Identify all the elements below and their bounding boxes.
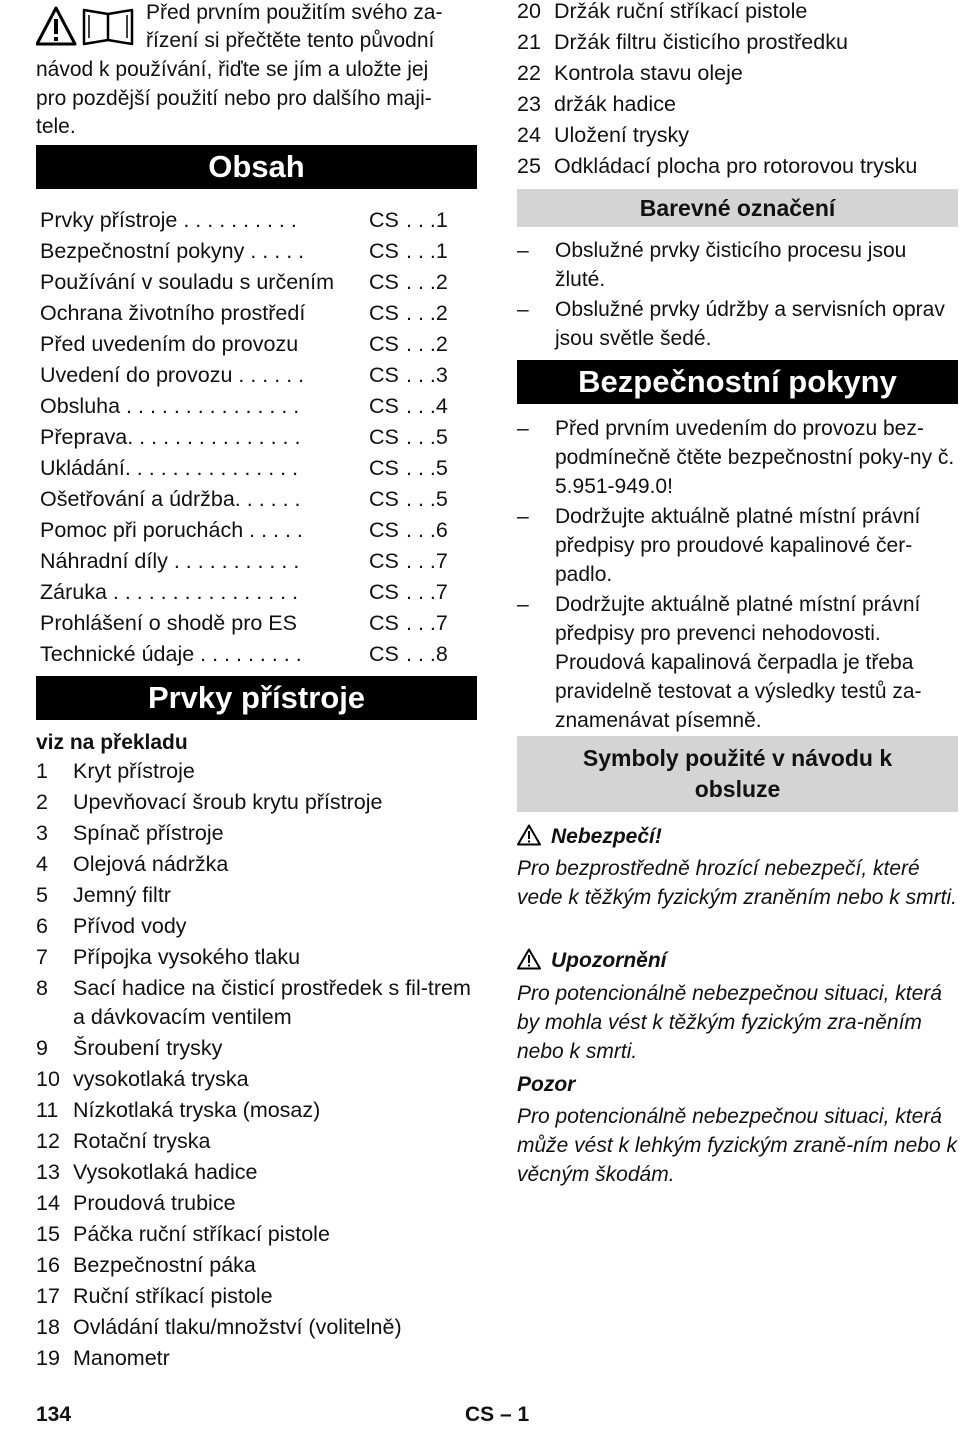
bullet-dash: –: [517, 298, 529, 321]
part-number: 12: [36, 1129, 60, 1153]
part-item: [517, 0, 958, 26]
toc-entry-page: . . .1: [406, 208, 448, 232]
part-item: [517, 121, 958, 150]
part-item: [36, 881, 477, 910]
left-column: [36, 0, 477, 1426]
toc-entry: [40, 546, 477, 577]
toc-entry: [40, 484, 477, 515]
warning-triangle-icon: [517, 948, 541, 970]
part-item: [36, 1096, 477, 1125]
part-number: 5: [36, 883, 48, 907]
part-number: 6: [36, 914, 48, 938]
toc-entry-page: . . .4: [406, 394, 448, 418]
caution-title: Pozor: [517, 1073, 576, 1096]
toc-entry: [40, 236, 477, 267]
intro-line-1: Před prvním použitím svého za-: [146, 1, 443, 24]
toc-entry-title: Ochrana životního prostředí: [40, 301, 306, 325]
toc-entry-language: CS: [369, 301, 399, 325]
part-name: vysokotlaká tryska: [73, 1067, 249, 1091]
safety-item: [517, 414, 958, 501]
page-number: 134: [36, 1403, 72, 1426]
toc-entry-title: Ošetřování a údržba. . . . . .: [40, 487, 301, 511]
warning-title-text: Upozornění: [551, 949, 667, 972]
toc-entry: [40, 608, 477, 639]
part-item: [36, 850, 477, 879]
toc-entry: [40, 298, 477, 329]
symbols-heading-line-2: obsluze: [694, 776, 781, 802]
part-item: [517, 28, 958, 57]
toc-entry: [40, 639, 477, 670]
intro-line-3: návod k používání, řiďte se jím a uložte jej: [36, 58, 429, 81]
danger-title: [517, 822, 662, 851]
part-name: Uložení trysky: [554, 123, 690, 147]
part-number: 24: [517, 123, 541, 147]
part-name: Nízkotlaká tryska (mosaz): [73, 1098, 321, 1122]
toc-entry-title: Přeprava. . . . . . . . . . . . . . .: [40, 425, 301, 449]
toc-entry-language: CS: [369, 208, 399, 232]
toc-entry-page: . . .8: [406, 642, 448, 666]
part-item: [36, 1158, 477, 1187]
section-footer: CS – 1: [465, 1403, 530, 1426]
part-name: Ruční stříkací pistole: [73, 1284, 273, 1308]
parts-heading: Prvky přístroje: [36, 676, 477, 720]
bullet-dash: –: [517, 417, 529, 440]
safety-list: [517, 414, 958, 736]
warning-read-manual-icons: [36, 6, 136, 48]
toc-entry-title: Bezpečnostní pokyny . . . . .: [40, 239, 305, 263]
part-name: Jemný filtr: [73, 883, 171, 907]
toc-entry-page: . . .2: [406, 270, 448, 294]
toc-entry-title: Záruka . . . . . . . . . . . . . . . .: [40, 580, 299, 604]
open-book-icon: [84, 10, 132, 44]
part-number: 15: [36, 1222, 60, 1246]
toc-entry: [40, 267, 477, 298]
part-item: [36, 1034, 477, 1063]
part-name: Šroubení trysky: [73, 1036, 223, 1060]
part-number: 2: [36, 790, 48, 814]
toc-entry-title: Ukládání. . . . . . . . . . . . . . .: [40, 456, 299, 480]
safety-item: [517, 590, 958, 735]
part-name: Přípojka vysokého tlaku: [73, 945, 301, 969]
part-item: [36, 1344, 477, 1373]
color_coding-item: [517, 295, 958, 353]
part-number: 17: [36, 1284, 60, 1308]
part-item: [36, 1282, 477, 1311]
symbols-heading: [517, 736, 958, 812]
bullet-dash: –: [517, 593, 529, 616]
part-number: 14: [36, 1191, 60, 1215]
intro-notice: [36, 0, 477, 140]
part-name: Sací hadice na čisticí prostředek s fil-trem a dávkovacím ventilem: [73, 976, 471, 1029]
bullet-dash: –: [517, 239, 529, 262]
part-number: 10: [36, 1067, 60, 1091]
toc-entry-language: CS: [369, 549, 399, 573]
part-name: Rotační tryska: [73, 1129, 211, 1153]
toc-entry: [40, 205, 477, 236]
danger-text: Pro bezprostředně hrozící nebezpečí, které vede k těžkým fyzickým zraněním nebo k smrti.: [517, 857, 957, 909]
part-number: 19: [36, 1346, 60, 1370]
part-item: [36, 819, 477, 848]
toc-entry-language: CS: [369, 518, 399, 542]
part-number: 20: [517, 0, 541, 23]
part-item: [36, 912, 477, 941]
toc-entry-language: CS: [369, 332, 399, 356]
color-coding-heading: Barevné označení: [517, 189, 958, 227]
part-number: 11: [36, 1098, 59, 1122]
caution-text: Pro potencionálně nebezpečnou situaci, která může vést k lehkým fyzickým zraně-ním nebo k věcným škodám.: [517, 1105, 957, 1186]
toc-entry-title: Před uvedením do provozu: [40, 332, 299, 356]
toc-entry-page: . . .7: [406, 549, 448, 573]
toc-entry: [40, 422, 477, 453]
part-number: 1: [36, 759, 48, 783]
part-name: Manometr: [73, 1346, 170, 1370]
toc-entry-title: Prvky přístroje . . . . . . . . . .: [40, 208, 297, 232]
part-number: 3: [36, 821, 48, 845]
part-number: 13: [36, 1160, 60, 1184]
part-name: Kontrola stavu oleje: [554, 61, 743, 85]
part-number: 18: [36, 1315, 60, 1339]
part-item: [36, 1251, 477, 1280]
part-item: [517, 90, 958, 119]
part-item: [36, 1127, 477, 1156]
toc-entry-language: CS: [369, 642, 399, 666]
toc-entry-page: . . .5: [406, 456, 448, 480]
part-name: Olejová nádržka: [73, 852, 229, 876]
safety-item: [517, 502, 958, 589]
color_coding-item-text: Obslužné prvky čisticího procesu jsou žluté.: [555, 239, 907, 291]
toc-entry: [40, 577, 477, 608]
toc-entry-page: . . .2: [406, 301, 448, 325]
part-item: [36, 788, 477, 817]
part-number: 22: [517, 61, 541, 85]
warning-triangle-icon: [517, 824, 541, 846]
part-number: 4: [36, 852, 48, 876]
toc-entry-page: . . .6: [406, 518, 448, 542]
warning-triangle-icon: [37, 8, 75, 44]
symbols-heading-line-1: Symboly použité v návodu k: [582, 745, 893, 771]
toc-entry-title: Pomoc při poruchách . . . . .: [40, 518, 303, 542]
toc-entry-title: Náhradní díly . . . . . . . . . . .: [40, 549, 300, 573]
color_coding-item: [517, 236, 958, 294]
table-of-contents: [40, 205, 477, 670]
part-name: Spínač přístroje: [73, 821, 224, 845]
safety-item-text: Dodržujte aktuálně platné místní právní předpisy pro proudové kapalinové čer-padlo.: [555, 505, 921, 586]
toc-entry: [40, 360, 477, 391]
toc-entry: [40, 515, 477, 546]
toc-entry-language: CS: [369, 363, 399, 387]
toc-entry-language: CS: [369, 394, 399, 418]
intro-line-4: pro pozdější použití nebo pro dalšího maji-: [36, 87, 432, 110]
toc-entry-page: . . .7: [406, 611, 448, 635]
toc-entry-page: . . .3: [406, 363, 448, 387]
part-item: [36, 974, 477, 1032]
toc-entry-title: Používání v souladu s určením: [40, 270, 334, 294]
toc-heading: Obsah: [36, 145, 477, 189]
toc-entry-title: Prohlášení o shodě pro ES: [40, 611, 297, 635]
safety-item-text: Před prvním uvedením do provozu bez-podmínečně čtěte bezpečnostní poky-ny č. 5.951-949.0!: [555, 417, 955, 498]
part-name: Páčka ruční stříkací pistole: [73, 1222, 330, 1246]
part-item: [36, 1220, 477, 1249]
part-name: Držák ruční stříkací pistole: [554, 0, 808, 23]
toc-entry-title: Technické údaje . . . . . . . . .: [40, 642, 302, 666]
parts-caption: viz na překladu: [36, 731, 188, 754]
part-number: 21: [517, 30, 541, 54]
part-number: 16: [36, 1253, 60, 1277]
toc-entry-title: Obsluha . . . . . . . . . . . . . . .: [40, 394, 300, 418]
toc-entry: [40, 453, 477, 484]
toc-entry-language: CS: [369, 611, 399, 635]
toc-entry-page: . . .7: [406, 580, 448, 604]
intro-line-2: řízení si přečtěte tento původní: [146, 29, 435, 52]
part-item: [36, 1189, 477, 1218]
part-number: 25: [517, 154, 541, 178]
part-item: [36, 1313, 477, 1342]
part-item: [36, 757, 477, 786]
toc-entry-language: CS: [369, 239, 399, 263]
toc-entry-language: CS: [369, 456, 399, 480]
warning-title: [517, 946, 667, 975]
toc-entry-language: CS: [369, 270, 399, 294]
part-name: Upevňovací šroub krytu přístroje: [73, 790, 383, 814]
part-name: držák hadice: [554, 92, 676, 116]
part-name: Ovládání tlaku/množství (volitelně): [73, 1315, 402, 1339]
part-name: Bezpečnostní páka: [73, 1253, 256, 1277]
toc-entry-page: . . .5: [406, 425, 448, 449]
parts-list-right: [517, 0, 958, 183]
part-item: [517, 59, 958, 88]
part-number: 9: [36, 1036, 48, 1060]
toc-entry-language: CS: [369, 425, 399, 449]
color-coding-list: [517, 236, 958, 354]
warning-text: Pro potencionálně nebezpečnou situaci, která by mohla vést k těžkým fyzickým zra-něním nebo k smrti.: [517, 982, 942, 1063]
safety-item-text: Dodržujte aktuálně platné místní právní předpisy pro prevenci nehodovosti. Proudová kapalinová čerpadla je třeba pravidelně testovat a výsledky testů za-znamenávat písemně.: [555, 593, 922, 732]
toc-entry-title: Uvedení do provozu . . . . . .: [40, 363, 305, 387]
toc-entry-language: CS: [369, 487, 399, 511]
toc-entry-page: . . .1: [406, 239, 448, 263]
part-number: 8: [36, 976, 48, 1000]
part-name: Držák filtru čisticího prostředku: [554, 30, 848, 54]
part-item: [517, 152, 958, 181]
part-name: Odkládací plocha pro rotorovou trysku: [554, 154, 918, 178]
toc-entry-page: . . .2: [406, 332, 448, 356]
part-name: Kryt přístroje: [73, 759, 195, 783]
part-number: 7: [36, 945, 48, 969]
toc-entry: [40, 391, 477, 422]
intro-line-5: tele.: [36, 115, 76, 138]
part-item: [36, 1065, 477, 1094]
toc-entry: [40, 329, 477, 360]
part-name: Proudová trubice: [73, 1191, 236, 1215]
parts-list-left: [36, 757, 477, 1375]
toc-entry-language: CS: [369, 580, 399, 604]
part-item: [36, 943, 477, 972]
part-name: Vysokotlaká hadice: [73, 1160, 258, 1184]
part-number: 23: [517, 92, 541, 116]
bullet-dash: –: [517, 505, 529, 528]
part-name: Přívod vody: [73, 914, 187, 938]
safety-heading: Bezpečnostní pokyny: [517, 360, 958, 404]
toc-entry-page: . . .5: [406, 487, 448, 511]
color_coding-item-text: Obslužné prvky údržby a servisních oprav jsou světle šedé.: [555, 298, 945, 350]
danger-title-text: Nebezpečí!: [551, 825, 662, 848]
